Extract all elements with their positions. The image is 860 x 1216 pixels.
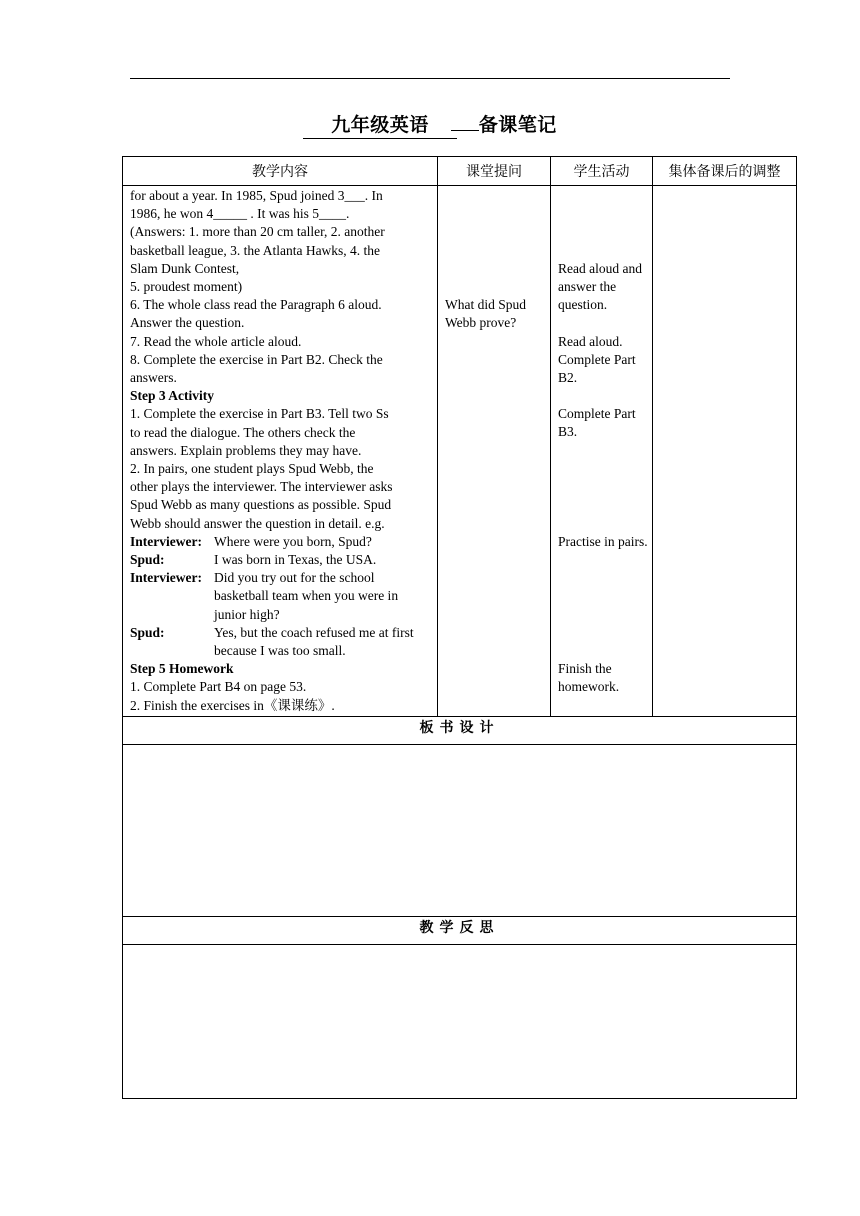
content-line: 5. proudest moment)	[130, 279, 243, 295]
step3-line: Spud Webb as many questions as possible. Spud	[130, 497, 392, 513]
step3-heading: Step 3 Activity	[130, 388, 214, 404]
step3-line: Webb should answer the question in detail. e.g.	[130, 515, 385, 531]
step3-line: 1. Complete the exercise in Part B3. Tell two Ss	[130, 406, 389, 422]
dialogue-speaker: Interviewer:	[130, 533, 202, 549]
content-line: basketball league, 3. the Atlanta Hawks, 4. the	[130, 242, 381, 258]
step5-line: 1. Complete Part B4 on page 53.	[130, 679, 307, 695]
content-line: (Answers: 1. more than 20 cm taller, 2. another	[130, 224, 385, 240]
dialogue-text: Did you try out for the school basketball team when you were in junior high?	[214, 570, 399, 622]
step3-line: to read the dialogue. The others check the	[130, 424, 356, 440]
title-blank	[451, 129, 479, 131]
header-student-activities: 学生活动	[551, 157, 653, 186]
student-activities-cell	[551, 186, 653, 717]
step5-line: 2. Finish the exercises in《课课练》.	[130, 697, 335, 713]
dialogue-speaker: Spud:	[130, 624, 165, 640]
step3-line: answers. Explain problems they may have.	[130, 442, 362, 458]
reflection-row	[123, 916, 797, 944]
content-line: 6. The whole class read the Paragraph 6 aloud.	[130, 297, 382, 313]
content-line: 7. Read the whole article aloud.	[130, 333, 302, 349]
activity-complete-b2: Read aloud. Complete Part B2.	[558, 333, 636, 386]
activity-practise-pairs: Practise in pairs.	[558, 533, 648, 549]
dialogue-speaker: Spud:	[130, 552, 165, 568]
board-design-heading: 板书设计	[123, 716, 797, 744]
question-text: What did Spud Webb prove?	[445, 297, 526, 331]
content-line: 8. Complete the exercise in Part B2. Check the	[130, 351, 383, 367]
title-suffix: 备课笔记	[478, 114, 557, 136]
content-line: answers.	[130, 370, 177, 386]
dialogue-text: Yes, but the coach refused me at first because I was too small.	[214, 624, 414, 659]
content-line: for about a year. In 1985, Spud joined 3___. In	[130, 188, 383, 203]
dialogue-line	[130, 624, 431, 660]
content-line: 1986, he won 4_____ . It was his 5____.	[130, 206, 350, 222]
activity-read-aloud: Read aloud and answer the question.	[558, 261, 642, 313]
reflection-heading: 教学反思	[123, 916, 797, 944]
content-line: Slam Dunk Contest,	[130, 260, 240, 276]
step3-line: 2. In pairs, one student plays Spud Webb, the	[130, 461, 374, 477]
adjustments-cell	[653, 186, 797, 717]
lesson-plan-table	[122, 156, 797, 1099]
board-design-row	[123, 716, 797, 744]
content-row	[123, 186, 797, 717]
dialogue-text: Where were you born, Spud?	[214, 533, 372, 549]
dialogue-line	[130, 569, 431, 624]
dialogue-line	[130, 533, 431, 551]
activity-homework: Finish the homework.	[558, 660, 620, 695]
header-class-questions: 课堂提问	[438, 157, 551, 186]
header-adjustments: 集体备课后的调整	[653, 157, 797, 186]
dialogue-text: I was born in Texas, the USA.	[214, 552, 377, 568]
reflection-area	[123, 944, 797, 1098]
content-line: Answer the question.	[130, 315, 245, 331]
activity-complete-b3: Complete Part B3.	[558, 406, 636, 440]
teaching-content-cell	[123, 186, 438, 717]
dialogue-line	[130, 551, 431, 569]
step5-heading: Step 5 Homework	[130, 661, 234, 677]
step3-line: other plays the interviewer. The interviewer asks	[130, 479, 393, 495]
dialogue-speaker: Interviewer:	[130, 570, 202, 586]
title-subject: 九年级英语	[303, 110, 457, 139]
header-teaching-content: 教学内容	[123, 157, 438, 186]
header-rule	[130, 78, 730, 79]
header-row	[123, 157, 797, 186]
board-design-area	[123, 744, 797, 916]
class-questions-cell	[438, 186, 551, 717]
page-title	[0, 110, 860, 139]
